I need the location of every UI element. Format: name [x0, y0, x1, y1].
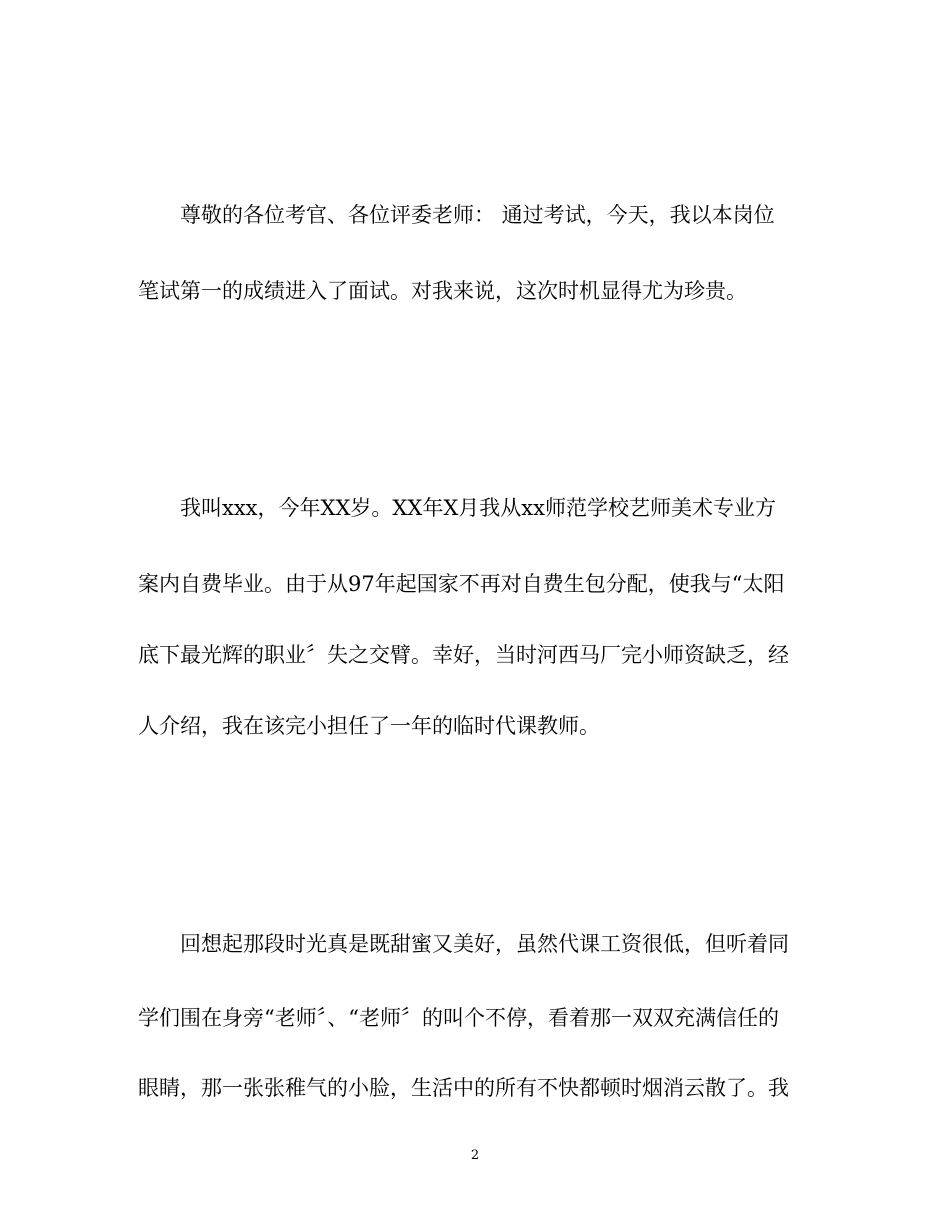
paragraph-line: 眼睛，那一张张稚气的小脸，生活中的所有不快都顿时烟消云散了。我: [138, 1076, 789, 1100]
paragraph-line: 底下最光辉的职业〞失之交臂。幸好，当时河西马厂完小师资缺乏，经: [138, 643, 789, 667]
paragraph-line: 回想起那段时光真是既甜蜜又美好，虽然代课工资很低，但听着同: [180, 932, 789, 956]
page-number: 2: [470, 1148, 480, 1163]
paragraph-line: 我叫xxx，今年XX岁。XX年X月我从xx师范学校艺师美术专业方: [180, 496, 776, 520]
paragraph-line: 学们围在身旁“老师〞、“老师〞的叫个不停，看着那一双双充满信任的: [138, 1006, 779, 1030]
paragraph-line: 案内自费毕业。由于从97年起国家不再对自费生包分配，使我与“太阳: [138, 572, 785, 596]
paragraph-line: 笔试第一的成绩进入了面试。对我来说，这次时机显得尤为珍贵。: [138, 279, 747, 303]
paragraph-line: 人介绍，我在该完小担任了一年的临时代课教师。: [138, 714, 600, 738]
paragraph-line: 尊敬的各位考官、各位评委老师： 通过考试，今天，我以本岗位: [180, 203, 775, 227]
